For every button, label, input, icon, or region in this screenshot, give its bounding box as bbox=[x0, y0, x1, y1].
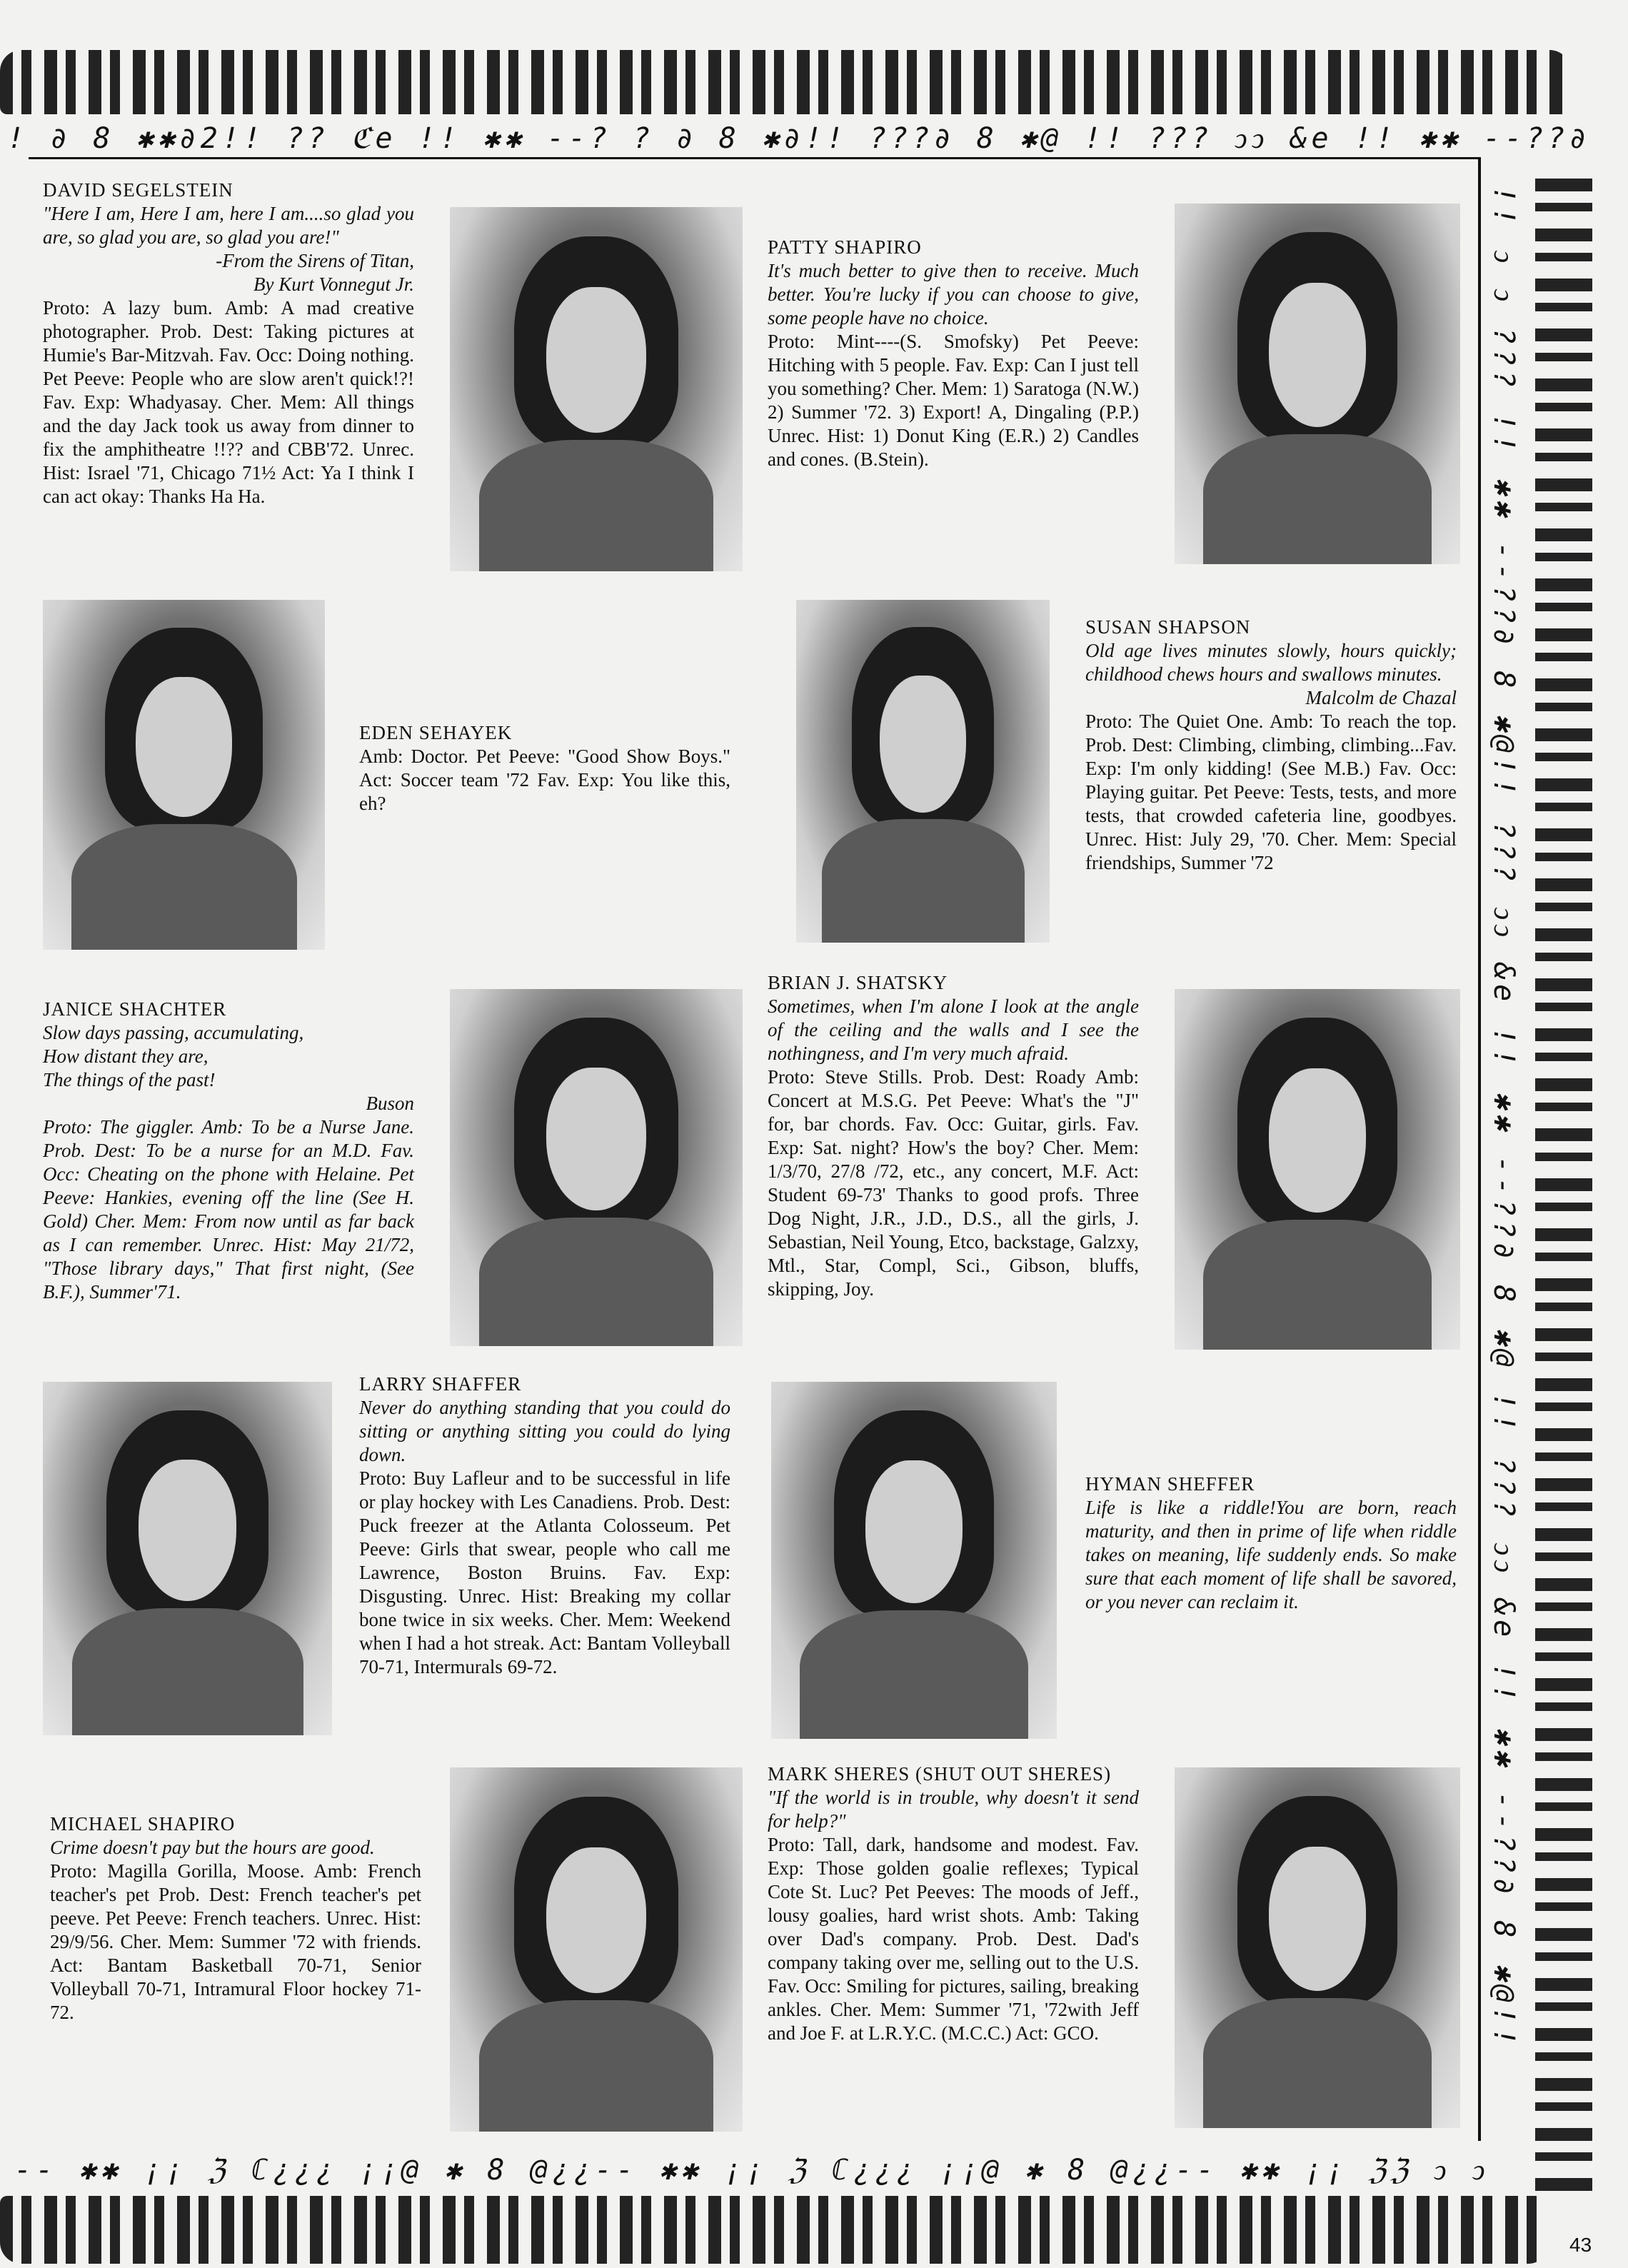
student-bio: Proto: Mint----(S. Smofsky) Pet Peeve: Hitching with 5 people. Fav. Exp: Can I just tell you something? Cher. Mem: 1) Saratoga (N.W.) 2) Summer '72. 3) Export! A, Dingaling (P.P.) Unrec. Hist: 1) Donut King (E.R.) 2) Candles and cones. (B.Stein). bbox=[768, 331, 1139, 470]
student-quote: Life is like a riddle!You are born, reach maturity, and then in prime of life when riddle takes on meaning, life suddenly ends. So make sure that each moment of life shall be savored, or you never can reclaim it. bbox=[1085, 1497, 1457, 1612]
quote-attribution: Buson bbox=[366, 1093, 414, 1114]
student-name: LARRY SHAFFER bbox=[359, 1373, 522, 1395]
student-name: JANICE SHACHTER bbox=[43, 998, 227, 1020]
student-quote: It's much better to give then to receive. Much better. You're lucky if you can choose to give, some people have no choice. bbox=[768, 260, 1139, 328]
student-quote: The things of the past! bbox=[43, 1069, 216, 1090]
student-name: MARK SHERES (SHUT OUT SHERES) bbox=[768, 1763, 1112, 1785]
top-border-doodle: ! ∂ 8 ✱✱∂2!! ?? ℭe !! ✱✱ --? ? ∂ 8 ✱∂!! ???∂ 8 ✱@ !! ??? ↄↄ &e !! ✱✱ --??∂ bbox=[7, 122, 1591, 155]
student-bio: Proto: Buy Lafleur and to be successful in life or play hockey with Les Canadiens. Prob. Dest: Puck freezer at the Atlanta Colosseum. Pet Peeve: Girls that swear, people who call me Lawrence, Boston Bruins. Fav. Exp: Disgusting. Unrec. Hist: Breaking my collar bone twice in six weeks. Cher. Mem: Weekend when I had a hot streak. Act: Bantam Volleyball 70-71, Intermurals 69-72. bbox=[359, 1467, 730, 1677]
bottom-border-doodle: -- ✱✱ ¡¡ ℨ ℂ¿¿¿ ¡¡@ ✱ 8 @¿¿-- ✱✱ ¡¡ ℨ ℂ¿¿¿ ¡¡@ ✱ 8 @¿¿-- ✱✱ ¡¡ ℨℨ ↄ ↄ bbox=[14, 2154, 1489, 2187]
student-bio: Amb: Doctor. Pet Peeve: "Good Show Boys." Act: Soccer team '72 Fav. Exp: You like this, eh? bbox=[359, 746, 730, 814]
student-quote: Old age lives minutes slowly, hours quickly; childhood chews hours and swallows minutes. bbox=[1085, 640, 1457, 685]
entry-susan-shapson bbox=[1085, 616, 1457, 875]
student-quote: How distant they are, bbox=[43, 1045, 208, 1067]
entry-mark-sheres bbox=[768, 1762, 1139, 2045]
right-border-doodle: !! ↄ ↄ ??? !! ✱✱ --??∂ 8 ✱@!! ??? ↄↄ &e !! ✱✱ --??∂ 8 ✱@ !! ??? ↄↄ &e !! ✱✱ --??∂ 8 ✱@!! bbox=[1487, 186, 1520, 2049]
entry-janice-shachter bbox=[43, 998, 414, 1304]
portrait-photo-david-segelstein bbox=[450, 207, 743, 571]
portrait-photo-patty-shapiro bbox=[1175, 204, 1460, 564]
entry-patty-shapiro bbox=[768, 236, 1139, 471]
portrait-photo-mark-sheres bbox=[1175, 1767, 1460, 2128]
portrait-photo-michael-shapiro bbox=[450, 1767, 743, 2132]
student-bio: Proto: Tall, dark, handsome and modest. Fav. Exp: Those golden goalie reflexes; Typical Cote St. Luc? Pet Peeves: The moods of Jeff., lousy goalies, hard wrist shots. Amb: Taking over Dad's company. Prob. Dest. Dad's company taking over me, selling out to the U.S. Fav. Occ: Smiling for pictures, sailing, breaking ankles. Cher. Mem: Summer '71, '72with Jeff and Joe F. at L.R.Y.C. (M.C.C.) Act: GCO. bbox=[768, 1834, 1139, 2044]
portrait-photo-larry-shaffer bbox=[43, 1382, 332, 1735]
student-name: PATTY SHAPIRO bbox=[768, 236, 922, 258]
student-quote: "Here I am, Here I am, here I am....so glad you are, so glad you are, so glad you are!" bbox=[43, 203, 414, 248]
entry-hyman-sheffer bbox=[1085, 1472, 1457, 1614]
student-quote: Never do anything standing that you could do sitting or anything sitting you could do lying down. bbox=[359, 1397, 730, 1465]
portrait-photo-janice-shachter bbox=[450, 989, 743, 1346]
student-quote: "If the world is in trouble, why doesn't it send for help?" bbox=[768, 1787, 1139, 1832]
quote-attribution: Malcolm de Chazal bbox=[1305, 687, 1457, 708]
top-border-band bbox=[0, 50, 1571, 114]
student-bio: Proto: The giggler. Amb: To be a Nurse Jane. Prob. Dest: To be a nurse for an M.D. Fav. Occ: Cheating on the phone with Helaine. Pet Peeve: Hankies, evening off the line (See H. Gold) Cher. Mem: From now until as far back as I can remember. Unrec. Hist: May 21/72, "Those library days," That first night, (See B.F.), Summer'71. bbox=[43, 1116, 414, 1303]
student-quote: Crime doesn't pay but the hours are good. bbox=[50, 1837, 375, 1858]
page-number: 43 bbox=[1569, 2234, 1592, 2256]
student-bio: Proto: The Quiet One. Amb: To reach the top. Prob. Dest: Climbing, climbing, climbing...Fav. Exp: I'm only kidding! (See M.B.) Fav. Occ: Playing guitar. Pet Peeve: Tests, tests, and more tests, that crowded cafeteria line, goodbyes. Unrec. Hist: July 29, '70. Cher. Mem: Special friendships, Summer '72 bbox=[1085, 711, 1457, 873]
student-name: HYMAN SHEFFER bbox=[1085, 1473, 1255, 1495]
student-name: BRIAN J. SHATSKY bbox=[768, 972, 948, 993]
student-bio: Proto: Magilla Gorilla, Moose. Amb: French teacher's pet Prob. Dest: French teacher's pet peeve. Pet Peeve: French teachers. Unrec. Hist: 29/9/56. Cher. Mem: Summer '72 with friends. Act: Bantam Basketball 70-71, Senior Volleyball 70-71, Intramural Floor hockey 71-72. bbox=[50, 1860, 421, 2023]
student-quote: Sometimes, when I'm alone I look at the angle of the ceiling and the walls and I see the nothingness, and I'm very much afraid. bbox=[768, 995, 1139, 1064]
entry-michael-shapiro bbox=[50, 1812, 421, 2024]
entry-david-segelstein bbox=[43, 179, 414, 508]
portrait-photo-hyman-sheffer bbox=[771, 1382, 1057, 1739]
entry-eden-sehayek bbox=[359, 721, 730, 816]
portrait-photo-susan-shapson bbox=[796, 600, 1050, 943]
student-bio: Proto: Steve Stills. Prob. Dest: Roady Amb: Concert at M.S.G. Pet Peeve: What's the "J" for, bar chords. Fav. Occ: Guitar, girls. Fav. Exp: Sat. night? How's the boy? Cher. Mem: 1/3/70, 27/8 /72, etc., any concert, M.F. Act: Student 69-73' Thanks to good profs. Three Dog Night, J.R., J.D., D.S., all the girls, J. Sebastian, Neil Young, Etco, backstage, Galzxy, Mtl., Star, Compl, Sci., Gibson, bluffs, skipping, Joy. bbox=[768, 1066, 1139, 1300]
student-bio: Proto: A lazy bum. Amb: A mad creative photographer. Prob. Dest: Taking pictures at Humie's Bar-Mitzvah. Fav. Occ: Doing nothing. Pet Peeve: People who are slow aren't quick!?! Fav. Exp: Whadyasay. Cher. Mem: All things and the day Jack took us away from dinner to fix the amphitheatre !!?? and CBB'72. Unrec. Hist: Israel '71, Chicago 71½ Act: Ya I think I can act okay: Thanks Ha Ha. bbox=[43, 297, 414, 507]
portrait-photo-eden-sehayek bbox=[43, 600, 325, 950]
student-name: MICHAEL SHAPIRO bbox=[50, 1813, 236, 1835]
student-quote: Slow days passing, accumulating, bbox=[43, 1022, 304, 1043]
student-name: EDEN SEHAYEK bbox=[359, 722, 513, 743]
bottom-border-band bbox=[0, 2196, 1549, 2264]
student-name: DAVID SEGELSTEIN bbox=[43, 179, 233, 201]
quote-attribution: By Kurt Vonnegut Jr. bbox=[253, 274, 414, 295]
entry-brian-shatsky bbox=[768, 971, 1139, 1301]
entry-larry-shaffer bbox=[359, 1373, 730, 1679]
portrait-photo-brian-shatsky bbox=[1175, 989, 1460, 1350]
quote-attribution: -From the Sirens of Titan, bbox=[216, 250, 414, 271]
right-border-band bbox=[1535, 179, 1592, 2192]
student-name: SUSAN SHAPSON bbox=[1085, 616, 1251, 638]
